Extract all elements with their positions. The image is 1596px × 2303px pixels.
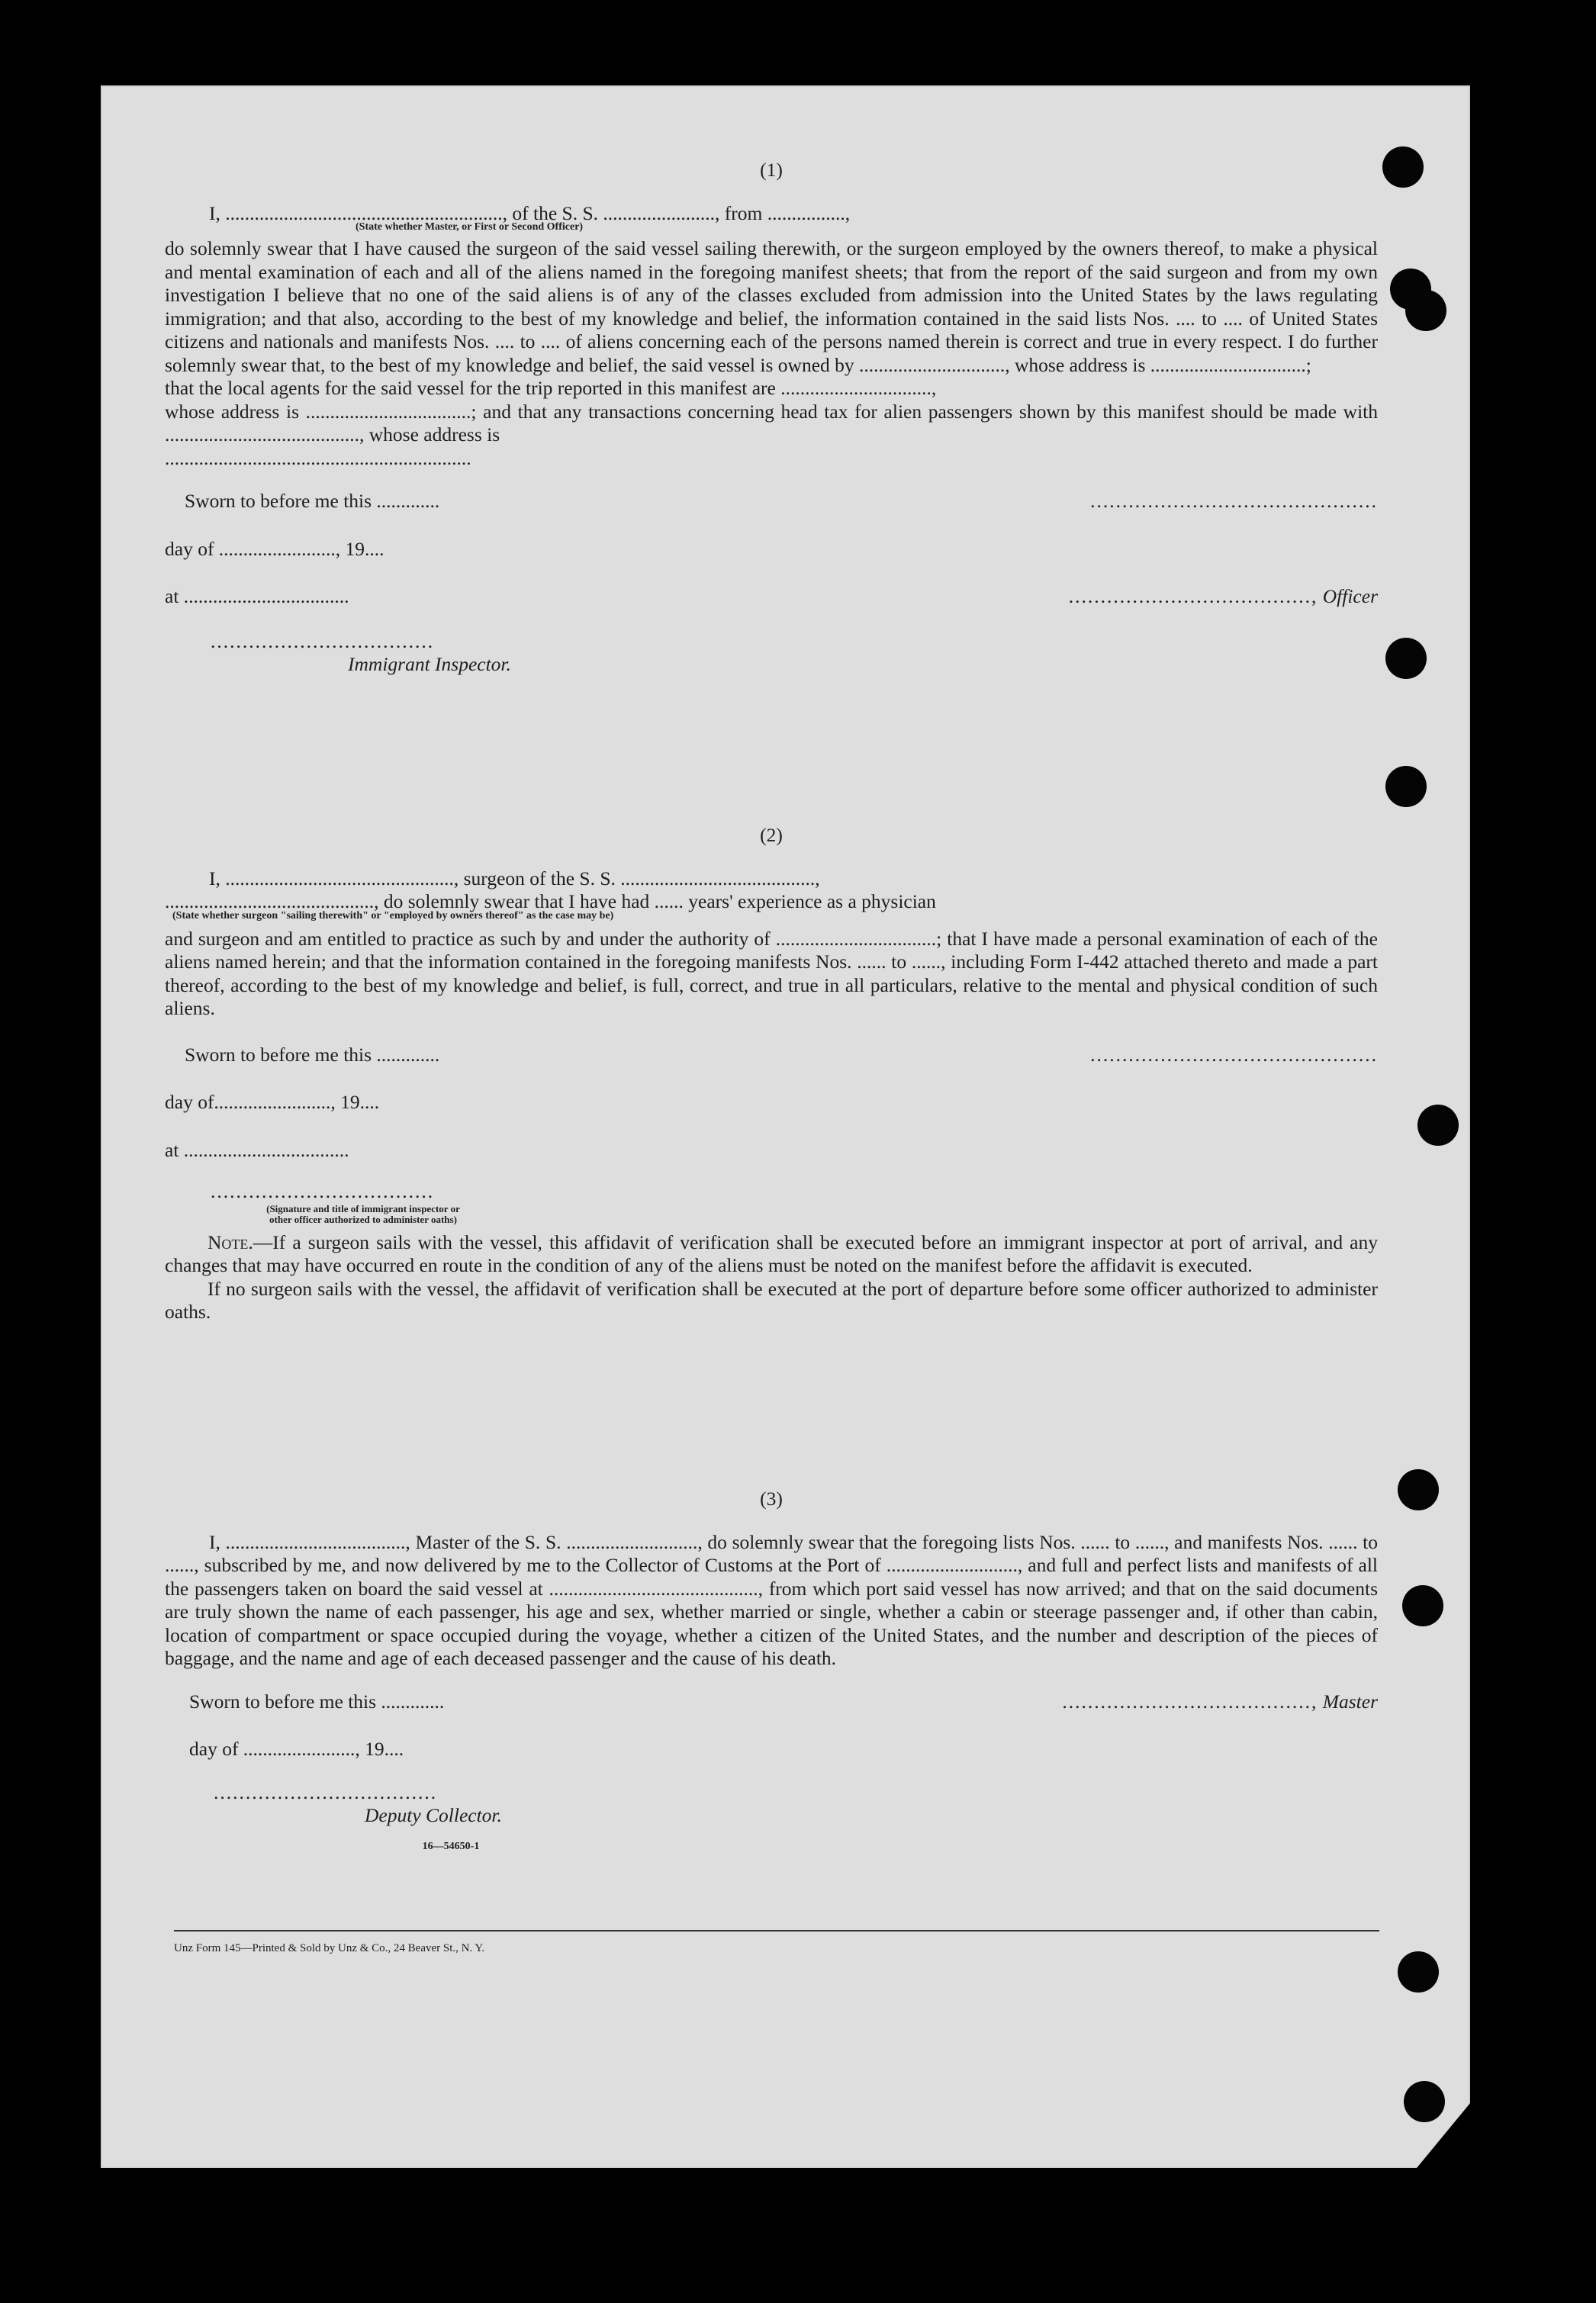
deputy-title: Deputy Collector. (365, 1804, 502, 1826)
punch-hole (1405, 290, 1446, 331)
document-page (101, 85, 1470, 2168)
punch-hole (1402, 1585, 1443, 1626)
paragraph: do solemnly swear that I have caused the surgeon of the said vessel sailing therewith, or the surgeon employed by the owners thereof, to make a physical and mental examination of each and all of the aliens named in the foregoing manifest sheets; that from the report of the said surgeon and from my own investigation I believe that no one of the said aliens is of any of the classes excluded from admission into the United States by the laws regulating immigration; and that also, according to the best of my knowledge and belief, the information contained in the said lists Nos. .... to .... of United States citizens and nationals and manifests Nos. .... to .... of aliens concerning each of the persons named therein is correct and true in every respect. I do further solemnly swear that, to the best of my knowledge and belief, the said vessel is owned by .............................., whose address is ................................; (165, 237, 1378, 376)
form-code: 16—54650-1 (422, 1840, 480, 1852)
section-number: (3) (760, 1488, 783, 1510)
master-signature-line: ......................................., (1062, 1690, 1318, 1713)
punch-hole (1398, 1469, 1439, 1510)
officer-title: Officer (1322, 585, 1378, 607)
authority-signature-line: ................................... (211, 1180, 435, 1202)
section-number: (1) (760, 159, 783, 181)
surgeon-line: I, ..............................................., surgeon of the S. S. ........................................, (209, 867, 820, 889)
at-line: at .................................. (165, 1138, 349, 1161)
paragraph: and surgeon and am entitled to practice as such by and under the authority of .................................; that I have made a personal examination of each of the aliens named herein; and that the information contained in the foregoing manifests Nos. ...... to ......, including Form I-442 attached thereto and made a part thereof, according to the best of my knowledge and belief, is full, correct, and true in all particulars, relative to the mental and physical condition of such aliens. (165, 927, 1378, 1019)
torn-corner (1417, 2103, 1470, 2168)
section-1-body (165, 237, 1378, 470)
sworn-line: Sworn to before me this ............. (185, 1043, 440, 1066)
authority-note: other officer authorized to administer oaths) (269, 1213, 457, 1225)
sworn-line: Sworn to before me this ............. (185, 490, 440, 512)
officer-line: I, ........................................................., of the S. S. ......................., from ................, (209, 201, 851, 224)
footer-rule (174, 1930, 1379, 1931)
punch-hole (1385, 766, 1427, 807)
paragraph: whose address is ..................................; and that any transactions concerning head tax for alien passengers shown by this manifest should be made with ........................................, whose address is (165, 400, 1378, 445)
section-2 (165, 824, 1378, 1324)
authority-note: (Signature and title of immigrant inspector or (266, 1202, 460, 1214)
note-label: Note. (208, 1230, 253, 1253)
master-title: Master (1322, 1690, 1378, 1713)
day-line: day of ......................., 19.... (189, 1738, 404, 1760)
paragraph: that the local agents for the said vessel for the trip reported in this manifest are ..............................., (165, 377, 937, 399)
punch-hole (1385, 638, 1427, 679)
deputy-signature-line: ................................... (214, 1780, 438, 1803)
note-text: If no surgeon sails with the vessel, the affidavit of verification shall be executed at the port of departure before some officer authorized to administer oaths. (165, 1277, 1378, 1323)
section-3-body (165, 1531, 1378, 1671)
inspector-title: Immigrant Inspector. (348, 653, 511, 675)
sworn-line: Sworn to before me this ............. (189, 1690, 445, 1713)
section-3 (165, 1488, 1378, 1852)
section-2-body (165, 928, 1378, 1021)
section-number: (2) (760, 824, 783, 846)
punch-hole (1398, 1951, 1439, 1993)
punch-hole (1417, 1105, 1459, 1146)
day-line: day of ........................, 19.... (165, 537, 385, 560)
surgeon-line-note: (State whether surgeon "sailing therewith" or "employed by owners thereof" as the case may be) (172, 909, 614, 922)
officer-line-note: (State whether Master, or First or Second Officer) (356, 221, 584, 233)
day-line: day of........................, 19.... (165, 1091, 380, 1113)
signature-line: ............................................. (1090, 1043, 1378, 1066)
note-block (165, 1231, 1378, 1324)
note-text: —If a surgeon sails with the vessel, this affidavit of verification shall be executed before an immigrant inspector at port of arrival, and any changes that may have occurred en route in the condition of any of the aliens must be noted on the manifest before the affidavit is executed. (165, 1230, 1378, 1276)
paragraph: I, ....................................., Master of the S. S. ..........................., do solemnly swear that the foregoing lists Nos. ...... to ......, and manifests Nos. ...... to ......, subscribed by me, and now delivered by me to the Collector of Customs at the Port of ..........................., and full and perfect lists and manifests of all the passengers taken on board the said vessel at ..........................................., from which port said vessel has now arrived; and that on the said documents are truly shown the name of each passenger, his age and sex, whether married or single, whether a cabin or steerage passenger and, if other than cabin, location of compartment or space occupied during the voyage, whether a citizen of the United States, and the number and description of the pieces of baggage, and the name and age of each deceased passenger and the cause of his death. (165, 1530, 1378, 1669)
paragraph: ............................................................... (165, 446, 471, 469)
signature-line: ............................................. (1090, 490, 1378, 512)
experience-line: ..........................................., do solemnly swear that I have had ...... years' experience as a physician (165, 890, 936, 912)
printer-footer: Unz Form 145—Printed & Sold by Unz & Co., 24 Beaver St., N. Y. (174, 1942, 485, 1954)
inspector-signature-line: ................................... (211, 629, 435, 652)
at-line: at .................................. (165, 585, 349, 607)
punch-hole (1382, 146, 1424, 188)
section-1 (165, 159, 1378, 677)
officer-signature-line: ......................................, (1068, 585, 1318, 607)
